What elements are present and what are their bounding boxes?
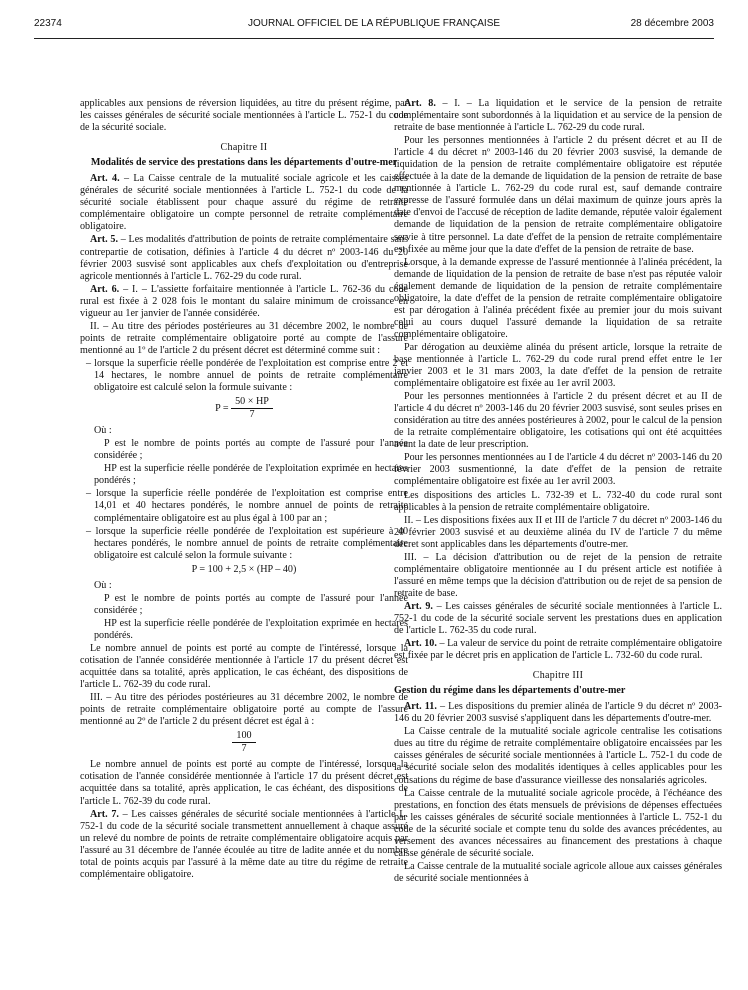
article-text: – La valeur de service du point de retraite complémentaire obligatoire est fixée par le décret pris en application de l'article L. 732-60 du code rural.: [394, 638, 723, 662]
definition: HP est la superficie réelle pondérée de l'exploitation exprimée en hectares pondérés.: [94, 617, 408, 641]
article-label: Art. 4.: [90, 173, 120, 185]
list-item: – lorsque la superficie réelle pondérée de l'exploitation est comprise entre 14,01 et 40 hectares pondérés, le nombre annuel de points de retraite complémentaire obligatoire est au plus égal à 100 par an ;: [86, 488, 408, 524]
article-label: Art. 8.: [404, 98, 436, 109]
header-rule: [34, 38, 714, 39]
article-text: – Les modalités d'attribution de points de retraite complémentaire sans contrepartie de cotisation, définies à l'article 4 du décret nº 2003-146 du 20 février 2003 susvisé sont applicables aux chefs d'exploitation ou d'entreprise agricole mentionnés à l'article L. 762-29 du code rural.: [80, 234, 408, 282]
list-item: – lorsque la superficie réelle pondérée de l'exploitation est supérieure à 40 hectares pondérés, le nombre annuel de points de retraite complémentaire obligatoire est calculé selon la formule suivante :: [86, 525, 408, 561]
fraction: [232, 730, 255, 755]
denominator: 7: [241, 743, 247, 755]
chapter-title: Modalités de service des prestations dans les départements d'outre-mer: [90, 157, 398, 169]
formula: [80, 396, 408, 421]
left-column: [80, 98, 408, 882]
definition: HP est la superficie réelle pondérée de l'exploitation exprimée en hectares pondérés ;: [94, 463, 408, 487]
article-label: Art. 11.: [404, 701, 437, 713]
article-10: [394, 638, 722, 662]
article-label: Art. 9.: [404, 600, 433, 612]
paragraph: II. – Au titre des périodes postérieures au 31 décembre 2002, le nombre de points de retraite complémentaire obligatoire porté au compte de l'assuré mentionné au 1º de l'article 2 du présent décret est déterminé comme suit :: [80, 320, 408, 356]
paragraph: Lorsque, à la demande expresse de l'assuré mentionnée à l'alinéa précédent, la demande de liquidation de la pension de retraite de base n'est pas réputée valoir également demande de liquidation de la pension de retraite complémentaire obligatoire, la date d'effet de la pension de retraite complémentaire obligatoire est par dérogation à l'alinéa précédent fixée au premier jour du mois suivant celui au cours duquel l'assuré demande la liquidation de sa retraite complémentaire obligatoire.: [394, 256, 722, 340]
paragraph: La Caisse centrale de la mutualité sociale agricole procède, à l'échéance des prestations, en fonction des états mensuels de prévisions de dépenses effectuées par les caisses générales de sécurité sociale mentionnées à l'article L. 752-1 du code de la sécurité sociale et compte tenu du solde des avances précédentes, au versement des avances nécessaires au financement des prestations à chaque caisse générale de sécurité sociale.: [394, 787, 722, 859]
paragraph: III. – Au titre des périodes postérieures au 31 décembre 2002, le nombre de points de retraite complémentaire obligatoire porté au compte de l'assuré mentionné au 2º de l'article 2 du présent décret est égal à :: [80, 692, 408, 728]
paragraph: Le nombre annuel de points est porté au compte de l'intéressé, lorsque la cotisation de l'année considérée mentionnée à l'article 17 du présent décret est acquittée dans sa totalité, après application, le cas échéant, des dispositions de l'article L. 762-39 du code rural.: [80, 759, 408, 807]
article-4: [80, 173, 408, 233]
issue-date: 28 décembre 2003: [630, 18, 714, 29]
paragraph: II. – Les dispositions fixées aux II et III de l'article 7 du décret nº 2003-146 du 20 février 2003 susvisé et au deuxième alinéa du IV de l'article 7 du même décret sont applicables dans les départements d'outre-mer.: [394, 514, 722, 550]
paragraph: Le nombre annuel de points est porté au compte de l'intéressé, lorsque la cotisation de l'année considérée mentionnée à l'article 17 du présent décret est acquittée dans sa totalité, après application, le cas échéant, des dispositions de l'article L. 762-39 du code rural.: [80, 642, 408, 691]
right-column: [394, 98, 722, 886]
paragraph: Par dérogation au deuxième alinéa du présent article, lorsque la retraite de base mentionnée à l'article L. 762-29 du code rural prend effet entre le 1er janvier 2003 et le 31 mars 2003, la date d'effet de la pension de retraite complémentaire obligatoire est fixée au 1er avril 2003.: [394, 341, 722, 390]
running-header: [34, 18, 714, 32]
paragraph: applicables aux pensions de réversion liquidées, au titre du présent régime, par les caisses générales de sécurité sociale mentionnées à l'article L. 752-1 du code de la sécurité sociale.: [80, 98, 408, 134]
formula: [80, 730, 408, 755]
article-7: [80, 809, 408, 881]
numerator: 50 × HP: [231, 396, 273, 409]
article-8: [394, 98, 722, 134]
formula-where: Où :: [94, 579, 112, 591]
paragraph: III. – La décision d'attribution ou de rejet de la pension de retraite complémentaire obligatoire mentionnée au I du présent article est notifiée à l'assuré en même temps que la décision d'attribution ou de rejet de sa pension de retraite de base.: [394, 551, 722, 599]
fraction: [231, 396, 273, 421]
chapter-title: Gestion du régime dans les départements d'outre-mer: [394, 685, 626, 697]
article-text: – I. – La liquidation et le service de la pension de retraite complémentaire sont subordonnés à la liquidation et au service de la pension de retraite de base mentionnée à l'article L. 762-29 du code rural.: [394, 98, 722, 134]
denominator: 7: [249, 409, 255, 421]
paragraph: Pour les personnes mentionnées au I de l'article 4 du décret nº 2003-146 du 20 février 2003 susmentionné, la date d'effet de la pension de retraite complémentaire obligatoire est fixée au 1er avril 2003.: [394, 452, 722, 488]
chapter-heading: Chapitre III: [532, 670, 584, 682]
article-text: – Les dispositions du premier alinéa de l'article 9 du décret nº 2003-146 du 20 février 2003 susvisé s'appliquent dans les départements d'outre-mer.: [394, 701, 722, 725]
page-number: 22374: [34, 18, 62, 29]
chapter-heading: Chapitre II: [220, 142, 268, 154]
article-11: [394, 701, 722, 725]
article-label: Art. 7.: [90, 808, 119, 820]
article-label: Art. 6.: [90, 283, 120, 295]
paragraph: La Caisse centrale de la mutualité sociale agricole centralise les cotisations dues au titre du régime de retraite complémentaire obligatoire encaissées par les caisses générales de sécurité sociale mentionnées à l'article L. 752-1 du code de la sécurité sociale selon des modalités identiques à celles applicables pour les cotisations du régime de base d'assurance vieillesse des nonsalariés agricoles.: [394, 726, 722, 786]
article-text: – Les caisses générales de sécurité sociale mentionnées à l'article L. 752-1 du code de la sécurité sociale servent les prestations dues en application de l'article L. 762-35 du code rural.: [394, 600, 722, 637]
list-item: – lorsque la superficie réelle pondérée de l'exploitation est comprise entre 2 et 14 hectares, le nombre annuel de points de retraite complémentaire obligatoire est calculé selon la formule suivante :: [86, 357, 408, 394]
paragraph: Pour les personnes mentionnées à l'article 2 du présent décret et au II de l'article 4 du décret nº 2003-146 du 20 février 2003 susvisé, sont seules prises en considération au titre des années postérieures à 2002, pour le calcul de la pension de la retraite complémentaire obligatoire, les cotisations qui ont été acquittées avant la date de leur prescription.: [394, 391, 722, 451]
paragraph: Les dispositions des articles L. 732-39 et L. 732-40 du code rural sont applicables à la pension de retraite complémentaire obligatoire.: [394, 489, 722, 513]
journal-title: JOURNAL OFFICIEL DE LA RÉPUBLIQUE FRANÇAISE: [247, 18, 501, 29]
article-label: Art. 5.: [90, 234, 118, 246]
article-5: [80, 234, 408, 282]
numerator: 100: [232, 730, 255, 743]
article-9: [394, 601, 722, 637]
formula: P = 100 + 2,5 × (HP – 40): [191, 563, 297, 575]
article-6: [80, 284, 408, 320]
paragraph: La Caisse centrale de la mutualité sociale agricole alloue aux caisses générales de sécurité sociale mentionnées à: [394, 860, 722, 884]
definition: P est le nombre de points portés au compte de l'assuré pour l'année considérée ;: [94, 592, 408, 616]
article-text: – La Caisse centrale de la mutualité sociale agricole et les caisses générales de sécurité sociale mentionnées à l'article L. 752-1 du code de la sécurité sociale établissent pour chaque assuré du régime de retraite complémentaire obligatoire un compte personnel de retraite complémentaire obligatoire.: [80, 173, 408, 233]
formula-where: Où :: [94, 425, 112, 437]
article-text: – Les caisses générales de sécurité sociale mentionnées à l'article L. 752-1 du code de la sécurité sociale transmettent annuellement à chaque assuré un relevé du nombre de points de retraite complémentaire obligatoire acquis par l'assuré au 31 décembre de l'année écoulée au titre de ladite année et du nombre total de points acquis par l'assuré à la même date au titre du régime de retraite complémentaire obligatoire.: [80, 808, 408, 880]
paragraph: Pour les personnes mentionnées à l'article 2 du présent décret et au II de l'article 4 du décret nº 2003-146 du 20 février 2003 susvisé, la demande de liquidation de la pension de retraite complémentaire obligatoire est réputée effectuée à la date de la demande de liquidation de la pension de retraite de base mentionnée à l'article L. 762-29 du code rural est, sauf demande contraire expresse de l'assuré formulée dans un délai maximum de quinze jours après la date d'envoi de l'accusé de réception de ladite demande, réputée valoir également demande de liquidation de la pension de retraite complémentaire obligatoire servie à titre personnel. La date d'effet de la pension de retraite complémentaire est fixée au même jour que la date d'effet de la pension de retraite de base.: [394, 135, 722, 255]
formula-lhs: P =: [215, 402, 229, 414]
article-label: Art. 10.: [404, 638, 437, 650]
article-text: – I. – L'assiette forfaitaire mentionnée à l'article L. 762-36 du code rural est fixée à 2 028 fois le montant du salaire minimum de croissance en vigueur au 1er janvier de l'année considérée.: [80, 283, 409, 319]
definition: P est le nombre de points portés au compte de l'assuré pour l'année considérée ;: [94, 438, 408, 462]
